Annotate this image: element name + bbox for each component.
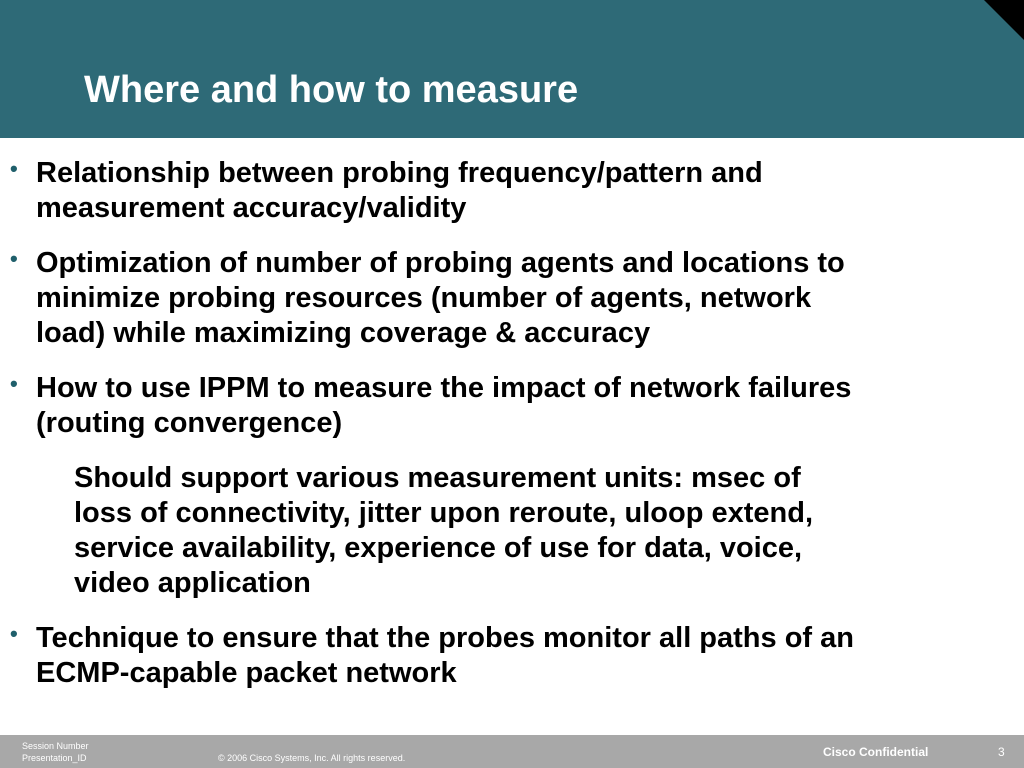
bullet-item-1 — [36, 156, 1011, 226]
bullet-item-2-line-2: minimize probing resources (number of agents, network — [36, 282, 812, 314]
footer-page-number: 3 — [998, 745, 1005, 759]
bullet-marker: • — [10, 621, 18, 646]
bullet-item-4 — [36, 621, 1011, 691]
footer-session-info — [22, 740, 89, 764]
bullet-item-1-line-1: Relationship between probing frequency/pattern and — [36, 157, 763, 189]
sub-item-line-4: video application — [74, 567, 311, 599]
bullet-item-3-line-2: (routing convergence) — [36, 407, 343, 439]
sub-item-measurement-units — [74, 461, 994, 601]
bullet-item-3-line-1: How to use IPPM to measure the impact of network failures — [36, 372, 852, 404]
footer-copyright: © 2006 Cisco Systems, Inc. All rights reserved. — [218, 753, 406, 763]
footer-presentation-id: Presentation_ID — [22, 753, 87, 763]
slide-title: Where and how to measure — [84, 69, 579, 111]
bullet-marker: • — [10, 371, 18, 396]
bullet-item-2 — [36, 246, 1011, 351]
bullet-item-1-line-2: measurement accuracy/validity — [36, 192, 467, 224]
bullet-marker: • — [10, 246, 18, 271]
bullet-item-2-line-1: Optimization of number of probing agents and locations to — [36, 247, 845, 279]
bullet-item-4-line-2: ECMP-capable packet network — [36, 657, 457, 689]
sub-item-line-2: loss of connectivity, jitter upon reroute, uloop extend, — [74, 497, 814, 529]
bullet-item-2-line-3: load) while maximizing coverage & accuracy — [36, 317, 651, 349]
bullet-item-3 — [36, 371, 1011, 441]
footer-session-number: Session Number — [22, 741, 89, 751]
footer-confidential-label: Cisco Confidential — [823, 745, 929, 759]
footer-bar — [0, 735, 1024, 768]
bullet-item-4-line-1: Technique to ensure that the probes monitor all paths of an — [36, 622, 854, 654]
bullet-marker: • — [10, 156, 18, 181]
sub-item-line-3: service availability, experience of use for data, voice, — [74, 532, 803, 564]
sub-item-line-1: Should support various measurement units: msec of — [74, 462, 801, 494]
